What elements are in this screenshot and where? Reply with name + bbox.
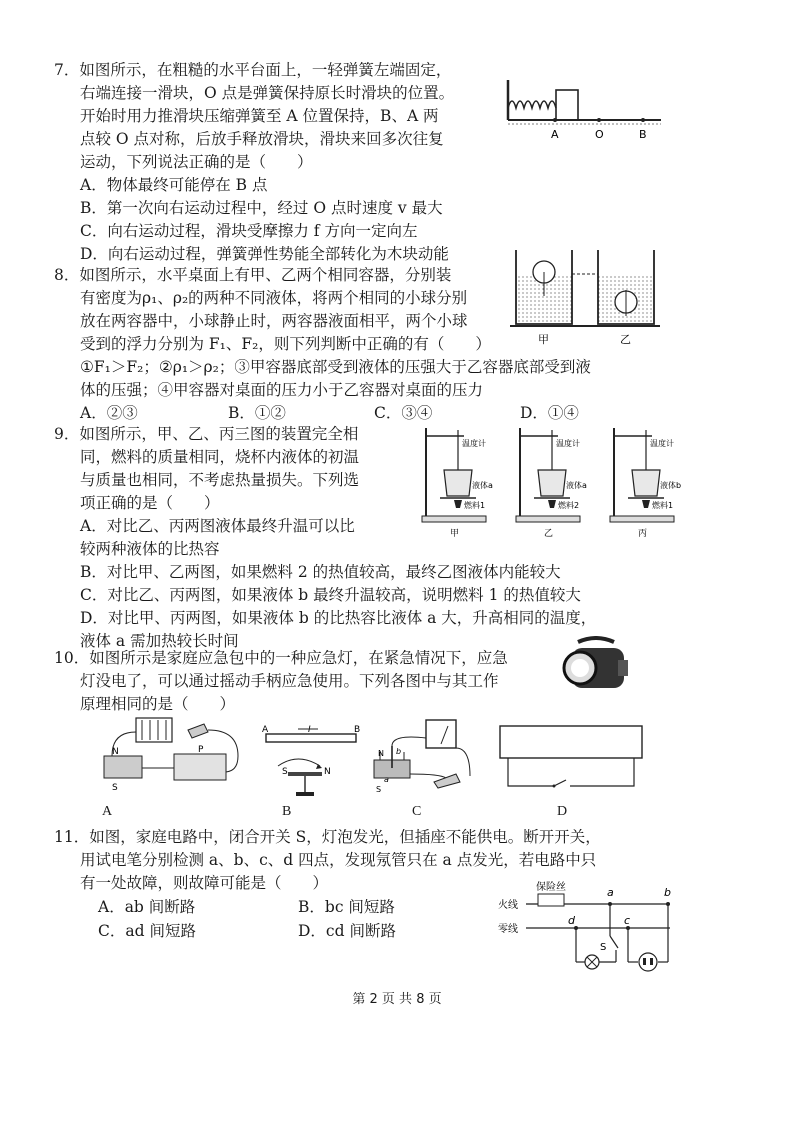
q9-line: 9．如图所示，甲、乙、丙三图的装置完全相: [54, 425, 359, 443]
q9-line: 同，燃料的质量相同，烧杯内液体的初温: [80, 448, 360, 466]
q11-option-c: C．ad 间短路: [98, 922, 196, 940]
q11-line: 有一处故障，则故障可能是（ ）: [80, 874, 329, 892]
spring-block-figure: [506, 76, 666, 142]
heating-apparatus-figure: [414, 420, 690, 540]
option-a-figure: [92, 712, 244, 796]
q9-option-d: D．对比甲、丙两图，如果液体 b 的比热容比液体 a 大，升高相同的温度，: [80, 609, 597, 627]
label-a: A: [551, 128, 559, 141]
label-fuel: 燃料2: [558, 501, 580, 510]
emergency-lamp-image: [558, 636, 634, 696]
q8-option-c: C．③④: [374, 404, 433, 422]
label-n: N: [112, 747, 119, 757]
label-liquid: 液体a: [566, 481, 587, 490]
label-point-c: c: [624, 914, 631, 927]
q9-line: 液体 a 需加热较长时间: [80, 632, 239, 650]
q8-line: 受到的浮力分别为 F₁、F₂，则下列判断中正确的有（ ）: [80, 335, 491, 353]
label-current: I: [308, 725, 311, 735]
q10-line: 10．如图所示是家庭应急包中的一种应急灯，在紧急情况下，应急: [54, 649, 508, 667]
label-n: N: [324, 767, 331, 777]
label-liquid: 液体a: [472, 481, 493, 490]
q7-option-b: B．第一次向右运动过程中，经过 O 点时速度 v 最大: [80, 199, 443, 217]
apparatus-jia: [422, 428, 493, 539]
apparatus-bing: [610, 428, 681, 539]
option-a-caption: A: [102, 804, 113, 819]
q7-option-d: D．向右运动过程，弹簧弹性势能全部转化为木块动能: [80, 245, 449, 263]
label-live-wire: 火线: [498, 900, 518, 911]
caption-yi: 乙: [544, 529, 554, 539]
label-n: N: [378, 749, 384, 758]
q9-option-c: C．对比乙、丙两图，如果液体 b 最终升温较高，说明燃料 1 的热值较大: [80, 586, 581, 604]
option-c-figure: [370, 716, 480, 800]
q7-line: 运动，下列说法正确的是（ ）: [80, 153, 313, 171]
q10-line: 原理相同的是（ ）: [80, 695, 236, 713]
page-footer: 第 2 页 共 8 页: [352, 992, 442, 1007]
q8-option-b: B．①②: [228, 404, 286, 422]
label-b-end: B: [354, 725, 361, 735]
label-point-b: b: [664, 886, 671, 899]
label-point-d: d: [568, 914, 575, 927]
option-b-figure: [258, 722, 368, 800]
label-thermometer: 温度计: [650, 439, 674, 448]
q9-line: 与质量也相同，不考虑热量损失。下列选: [80, 471, 360, 489]
label-thermometer: 温度计: [556, 439, 580, 448]
label-s: S: [112, 783, 118, 793]
q11-option-d: D．cd 间断路: [298, 922, 396, 940]
q9-option-a: A．对比乙、丙两图液体最终升温可以比: [80, 517, 355, 535]
q9-line: 项正确的是（ ）: [80, 494, 220, 512]
label-thermometer: 温度计: [462, 439, 486, 448]
label-neutral-wire: 零线: [498, 924, 518, 935]
label-point-a: a: [607, 886, 614, 899]
q11-option-a: A．ab 间断路: [98, 898, 196, 916]
q11-option-b: B．bc 间短路: [298, 898, 395, 916]
q8-option-a: A．②③: [80, 404, 138, 422]
label-p: P: [198, 745, 204, 755]
label-s: S: [282, 767, 288, 777]
label-fuel: 燃料1: [652, 501, 674, 510]
label-b: B: [639, 128, 647, 141]
q8-option-d: D．①④: [520, 404, 579, 422]
label-s: S: [376, 785, 382, 794]
option-c-caption: C: [412, 804, 422, 819]
q11-line: 11．如图，家庭电路中，闭合开关 S，灯泡发光，但插座不能供电。断开开关，: [54, 828, 601, 846]
label-a-end: A: [262, 725, 269, 735]
option-b-caption: B: [282, 804, 292, 819]
q8-line: 体的压强；④甲容器对桌面的压力小于乙容器对桌面的压力: [80, 381, 484, 399]
label-switch: S: [600, 942, 607, 953]
q8-line: 放在两容器中，小球静止时，两容器液面相平，两个小球: [80, 312, 468, 330]
q7-line: 开始时用力推滑块压缩弹簧至 A 位置保持，B、A 两: [80, 107, 439, 125]
label-liquid: 液体b: [660, 481, 682, 490]
apparatus-yi: [516, 428, 587, 539]
label-a-wire: a: [384, 775, 389, 784]
household-circuit-figure: [496, 878, 678, 976]
q7-line: 点较 O 点对称，后放手释放滑块，滑块来回多次往复: [80, 130, 444, 148]
option-d-caption: D: [557, 804, 568, 819]
label-o: O: [595, 128, 604, 141]
q9-option-b: B．对比甲、乙两图，如果燃料 2 的热值较高，最终乙图液体内能较大: [80, 563, 561, 581]
q8-line: ①F₁＞F₂；②ρ₁＞ρ₂；③甲容器底部受到液体的压强大于乙容器底部受到液: [80, 358, 591, 376]
q7-option-c: C．向右运动过程，滑块受摩擦力 f 方向一定向左: [80, 222, 418, 240]
q9-line: 较两种液体的比热容: [80, 540, 220, 558]
caption-jia: 甲: [450, 529, 460, 539]
label-b-wire: b: [396, 747, 402, 756]
q7-option-a: A．物体最终可能停在 B 点: [80, 176, 268, 194]
q8-line: 8．如图所示，水平桌面上有甲、乙两个相同容器，分别装: [54, 266, 452, 284]
q7-line: 7．如图所示，在粗糙的水平台面上，一轻弹簧左端固定，: [54, 61, 452, 79]
caption-yi: 乙: [620, 333, 631, 346]
option-d-figure: [498, 722, 648, 794]
q8-line: 有密度为ρ₁、ρ₂的两种不同液体，将两个相同的小球分别: [80, 289, 468, 307]
caption-bing: 丙: [638, 529, 648, 539]
q10-line: 灯没电了，可以通过摇动手柄应急使用。下列各图中与其工作: [80, 672, 499, 690]
containers-figure: [510, 244, 660, 348]
q11-line: 用试电笔分别检测 a、b、c、d 四点，发现氖管只在 a 点发光，若电路中只: [80, 851, 597, 869]
label-fuel: 燃料1: [464, 501, 486, 510]
caption-jia: 甲: [538, 333, 549, 346]
label-fuse: 保险丝: [536, 882, 566, 893]
q7-line: 右端连接一滑块，O 点是弹簧保持原长时滑块的位置。: [80, 84, 455, 102]
